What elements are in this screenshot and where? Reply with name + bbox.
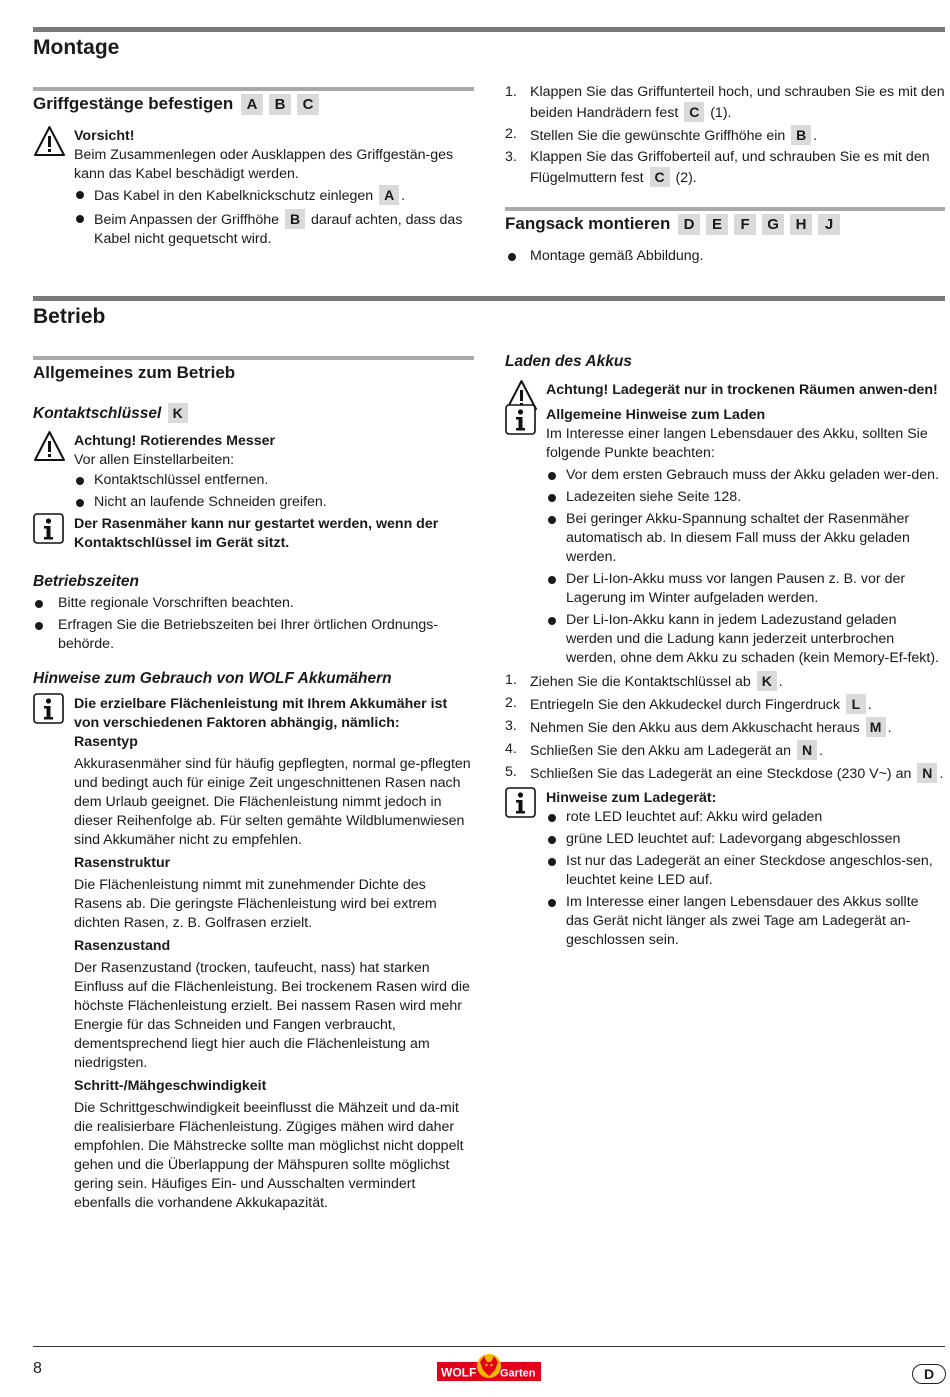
step-item <box>505 740 945 761</box>
step-number: 4. <box>505 741 517 757</box>
warning-text: Vor allen Einstellarbeiten: <box>74 452 235 468</box>
betriebszeiten-title: Betriebszeiten <box>33 573 139 590</box>
info-note <box>33 515 474 553</box>
bullet-text: . <box>401 188 406 204</box>
info-title: Allgemeine Hinweise zum Laden <box>546 407 766 423</box>
figure-tag-f: F <box>734 214 756 235</box>
fangsack-title <box>505 213 945 235</box>
warning-text: Beim Zusammenlegen oder Ausklappen des Griffgestän-ges kann das Kabel beschädigt werden. <box>74 147 454 182</box>
subsection-rule-fangsack <box>505 207 945 211</box>
warning-title: Vorsicht! <box>74 128 135 144</box>
step-text: (1). <box>710 105 732 121</box>
figure-tag-a: A <box>379 185 399 205</box>
step-item <box>505 694 945 715</box>
laden-bullets <box>546 466 945 668</box>
subheading: Rasenzustand <box>74 938 171 954</box>
paragraph: Die Schrittgeschwindigkeit beeinflusst die Mähzeit und da-mit die realisierbare Flächenleistung. Zügiges mähen wird daher empfohlen. Die Mähstrecke sollte man möglichst nicht doppelt gehen und die Überlappung der Mähspuren sollte möglichst gering sein. Häufiges Ein- und Ausschalten vermindert ebenfalls die vorhandene Akkukapazität. <box>74 1100 464 1211</box>
info-intro: Die erzielbare Flächenleistung mit Ihrem Akkumäher ist von verschiedenen Faktoren abhängig, nämlich: <box>74 696 448 731</box>
figure-tag-g: G <box>762 214 784 235</box>
warning-icon <box>33 430 66 468</box>
list-item: Ist nur das Ladegerät an einer Steckdose angeschlos-sen, leuchtet keine LED auf. <box>546 852 945 890</box>
info-note <box>505 406 945 668</box>
betriebszeiten-bullets <box>33 594 474 654</box>
figure-tag-k: K <box>757 671 777 691</box>
step-text: . <box>813 128 818 144</box>
list-item: Bei geringer Akku-Spannung schaltet der Rasenmäher automatisch ab. In diesem Fall muss der Akku geladen werden. <box>546 510 945 567</box>
subsection-rule-griff <box>33 87 474 91</box>
info-text: Im Interesse einer langen Lebensdauer des Akku, sollten Sie folgende Punkte beachten: <box>546 426 928 461</box>
bullet-text: Beim Anpassen der Griffhöhe <box>94 212 280 228</box>
paragraph: Akkurasenmäher sind für häufig gepflegten, normal ge-pflegten und bedingt auch für einige Zeit ungeschnittenen Rasen nach dem Urlaub geeignet. Die Flächenleistung nimmt jedoch in dieser Reihenfolge ab. Für selten gemähte Wildblumenwiesen sind Akkumäher nicht zu empfehlen. <box>74 756 471 848</box>
step-text: . <box>778 674 783 690</box>
griff-steps <box>505 83 945 190</box>
fangsack-title-text: Fangsack montieren <box>505 214 671 233</box>
kontakt-title <box>33 403 474 424</box>
step-number: 2. <box>505 126 517 142</box>
figure-tag-n: N <box>797 740 817 760</box>
footer-rule <box>33 1346 945 1347</box>
section-title-betrieb: Betrieb <box>33 305 106 328</box>
warning-note <box>505 381 945 400</box>
step-item <box>505 148 945 188</box>
betrieb-left <box>33 362 474 1213</box>
laden-steps <box>505 671 945 784</box>
step-number: 3. <box>505 149 517 165</box>
warning-note <box>33 432 474 512</box>
figure-tag-e: E <box>706 214 728 235</box>
language-badge: D <box>912 1364 946 1384</box>
griff-bullets <box>74 185 474 249</box>
step-text: Schließen Sie das Ladegerät an eine Steckdose (230 V~) an <box>530 766 912 782</box>
figure-tag-b: B <box>791 125 811 145</box>
list-item: Der Li-Ion-Akku muss vor langen Pausen z. B. vor der Lagerung im Winter aufgeladen werden. <box>546 570 945 608</box>
paragraph: Der Rasenzustand (trocken, taufeucht, nass) hat starken Einfluss auf die Flächenleistung. Bei trockenem Rasen wird die höchste Flächenleistung erzielt. Bei nassem Rasen wird mehr Energie für das Schneiden und Fangen verbraucht, dementsprechend liegt hier auch die Flächenleistung am niedrigsten. <box>74 960 470 1071</box>
info-icon <box>33 513 64 550</box>
brand-logo <box>437 1354 541 1384</box>
figure-tag-k: K <box>168 403 188 423</box>
laden-title: Laden des Akkus <box>505 353 632 370</box>
step-text: Klappen Sie das Griffoberteil auf, und schrauben Sie es mit den Flügelmuttern fest <box>530 149 930 186</box>
step-text: (2). <box>675 170 697 186</box>
warning-title: Achtung! Rotierendes Messer <box>74 433 276 449</box>
bullet-text: darauf achten, dass das Kabel nicht gequetscht wird. <box>94 212 463 247</box>
list-item: Ladezeiten siehe Seite 128. <box>546 488 945 507</box>
figure-tag-n: N <box>917 763 937 783</box>
step-text: . <box>867 697 872 713</box>
figure-tag-b: B <box>269 94 291 115</box>
hinweise-title: Hinweise zum Gebrauch von WOLF Akkumähern <box>33 670 392 687</box>
griff-title-text: Griffgestänge befestigen <box>33 94 234 113</box>
list-item <box>74 209 474 249</box>
step-item <box>505 763 945 784</box>
info-note <box>505 789 945 950</box>
info-icon <box>505 404 536 441</box>
subheading: Rasentyp <box>74 734 138 750</box>
step-number: 1. <box>505 84 517 100</box>
info-title: Hinweise zum Ladegerät: <box>546 790 717 806</box>
figure-tag-b: B <box>285 209 305 229</box>
step-text: . <box>887 720 892 736</box>
step-text: . <box>819 743 823 759</box>
kontakt-bullets <box>74 471 474 512</box>
warning-icon <box>33 125 66 163</box>
list-item: Kontaktschlüssel entfernen. <box>74 471 474 490</box>
step-text: Ziehen Sie die Kontaktschlüssel ab <box>530 674 751 690</box>
info-text: Der Rasenmäher kann nur gestartet werden, wenn der Kontaktschlüssel im Gerät sitzt. <box>74 516 439 551</box>
list-item: Der Li-Ion-Akku kann in jedem Ladezustand geladen werden und die Ladung kann jederzeit unterbrochen werden, ohne dem Akku zu schaden (kein Memory-Ef-fekt). <box>546 611 945 668</box>
fangsack-block <box>505 213 945 269</box>
step-text: Stellen Sie die gewünschte Griffhöhe ein <box>530 128 786 144</box>
step-item <box>505 125 945 146</box>
list-item: grüne LED leuchtet auf: Ladevorgang abgeschlossen <box>546 830 945 849</box>
list-item: Vor dem ersten Gebrauch muss der Akku geladen wer-den. <box>546 466 945 485</box>
warning-note <box>33 127 474 249</box>
fangsack-bullets <box>505 247 945 266</box>
ladegeraet-bullets <box>546 808 945 950</box>
list-item: Im Interesse einer langen Lebensdauer des Akkus sollte das Gerät nicht länger als zwei Tage am Ladegerät an-geschlossen sein. <box>546 893 945 950</box>
list-item: Nicht an laufende Schneiden greifen. <box>74 493 474 512</box>
step-number: 3. <box>505 718 517 734</box>
step-number: 2. <box>505 695 517 711</box>
griff-title <box>33 93 474 115</box>
section-title-montage: Montage <box>33 36 120 59</box>
list-item <box>74 185 474 206</box>
list-item: rote LED leuchtet auf: Akku wird geladen <box>546 808 945 827</box>
step-text: Schließen Sie den Akku am Ladegerät an <box>530 743 792 759</box>
figure-tag-d: D <box>678 214 700 235</box>
figure-tag-m: M <box>866 717 886 737</box>
figure-tag-l: L <box>846 694 866 714</box>
step-text: Nehmen Sie den Akku aus dem Akkuschacht heraus <box>530 720 860 736</box>
step-item <box>505 717 945 738</box>
subheading: Schritt-/Mähgeschwindigkeit <box>74 1078 267 1094</box>
info-icon <box>33 693 64 730</box>
step-number: 5. <box>505 764 517 780</box>
step-text: Klappen Sie das Griffunterteil hoch, und schrauben Sie es mit den beiden Handrädern fest <box>530 84 945 121</box>
list-item: Bitte regionale Vorschriften beachten. <box>33 594 474 613</box>
figure-tag-j: J <box>818 214 840 235</box>
figure-tag-h: H <box>790 214 812 235</box>
list-item: Montage gemäß Abbildung. <box>505 247 945 266</box>
warning-text: Achtung! Ladegerät nur in trockenen Räumen anwen-den! <box>546 382 938 398</box>
subsection-rule-allgemein <box>33 356 474 360</box>
info-icon <box>505 787 536 824</box>
betrieb-right <box>505 352 945 953</box>
step-number: 1. <box>505 672 517 688</box>
griff-block <box>33 93 474 252</box>
logo-text-garten: Garten <box>500 1367 536 1380</box>
figure-tag-c: C <box>684 102 704 122</box>
section-rule-montage <box>33 27 945 32</box>
list-item: Erfragen Sie die Betriebszeiten bei Ihrer örtlichen Ordnungs-behörde. <box>33 616 474 654</box>
logo-text-wolf: WOLF <box>441 1365 477 1380</box>
page-number: 8 <box>33 1360 42 1377</box>
step-text: Entriegeln Sie den Akkudeckel durch Fingerdruck <box>530 697 840 713</box>
info-note <box>33 695 474 1213</box>
bullet-text: Das Kabel in den Kabelknickschutz einlegen <box>94 188 374 204</box>
step-item <box>505 671 945 692</box>
figure-tag-c: C <box>650 167 670 187</box>
kontakt-title-text: Kontaktschlüssel <box>33 405 162 422</box>
figure-tag-a: A <box>241 94 263 115</box>
step-item <box>505 83 945 123</box>
section-rule-betrieb <box>33 296 945 301</box>
allgemein-title: Allgemeines zum Betrieb <box>33 363 236 382</box>
paragraph: Die Flächenleistung nimmt mit zunehmender Dichte des Rasens ab. Die geringste Flächenleistung wird bei extrem dichten Rasen, z. B. Golfrasen erzielt. <box>74 877 437 931</box>
step-text: . <box>939 766 944 782</box>
figure-tag-c: C <box>297 94 319 115</box>
brand-logo-graphic <box>437 1354 541 1384</box>
subheading: Rasenstruktur <box>74 855 171 871</box>
